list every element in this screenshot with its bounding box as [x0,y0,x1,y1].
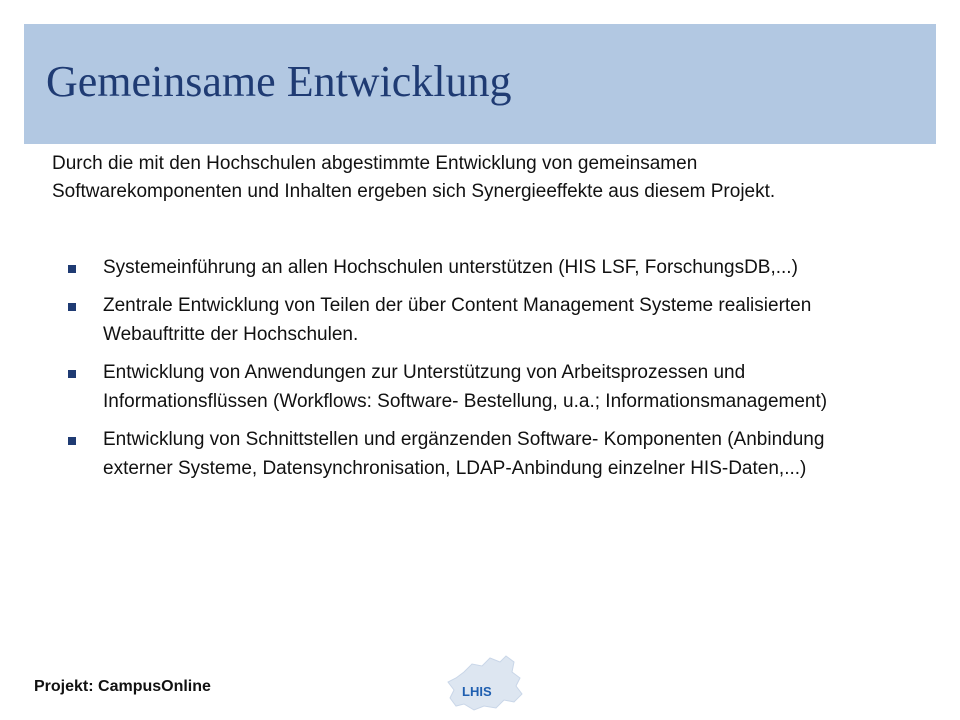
bullet-item [68,358,888,416]
title-band [24,24,936,144]
lhis-logo-text: LHIS [462,684,492,699]
bullet-text: Entwicklung von Schnittstellen und ergänzenden Software- Komponenten (Anbindung externer Systeme, Datensynchronisation, LDAP-Anbindung einzelner HIS-Daten,...) [103,429,825,479]
square-bullet-icon [68,370,76,378]
square-bullet-icon [68,303,76,311]
bullet-list [68,253,888,492]
bullet-item [68,291,888,349]
bullet-item [68,253,888,282]
square-bullet-icon [68,265,76,273]
footer-project-label: Projekt: CampusOnline [34,678,211,695]
bullet-item [68,425,888,483]
slide-title: Gemeinsame Entwicklung [46,57,512,106]
bullet-text: Zentrale Entwicklung von Teilen der über Content Management Systeme realisierten Webauftritte der Hochschulen. [103,295,812,345]
square-bullet-icon [68,437,76,445]
bullet-text: Entwicklung von Anwendungen zur Unterstützung von Arbeitsprozessen und Informationsflüssen (Workflows: Software- Bestellung, u.a.; Informationsmanagement) [103,362,828,412]
bullet-text: Systemeinführung an allen Hochschulen unterstützen (HIS LSF, ForschungsDB,...) [103,257,798,278]
lhis-map-logo-icon [434,650,534,712]
intro-paragraph: Durch die mit den Hochschulen abgestimmte Entwicklung von gemeinsamen Softwarekomponenten und Inhalten ergeben sich Synergieeffekte aus diesem Projekt. [52,153,776,202]
